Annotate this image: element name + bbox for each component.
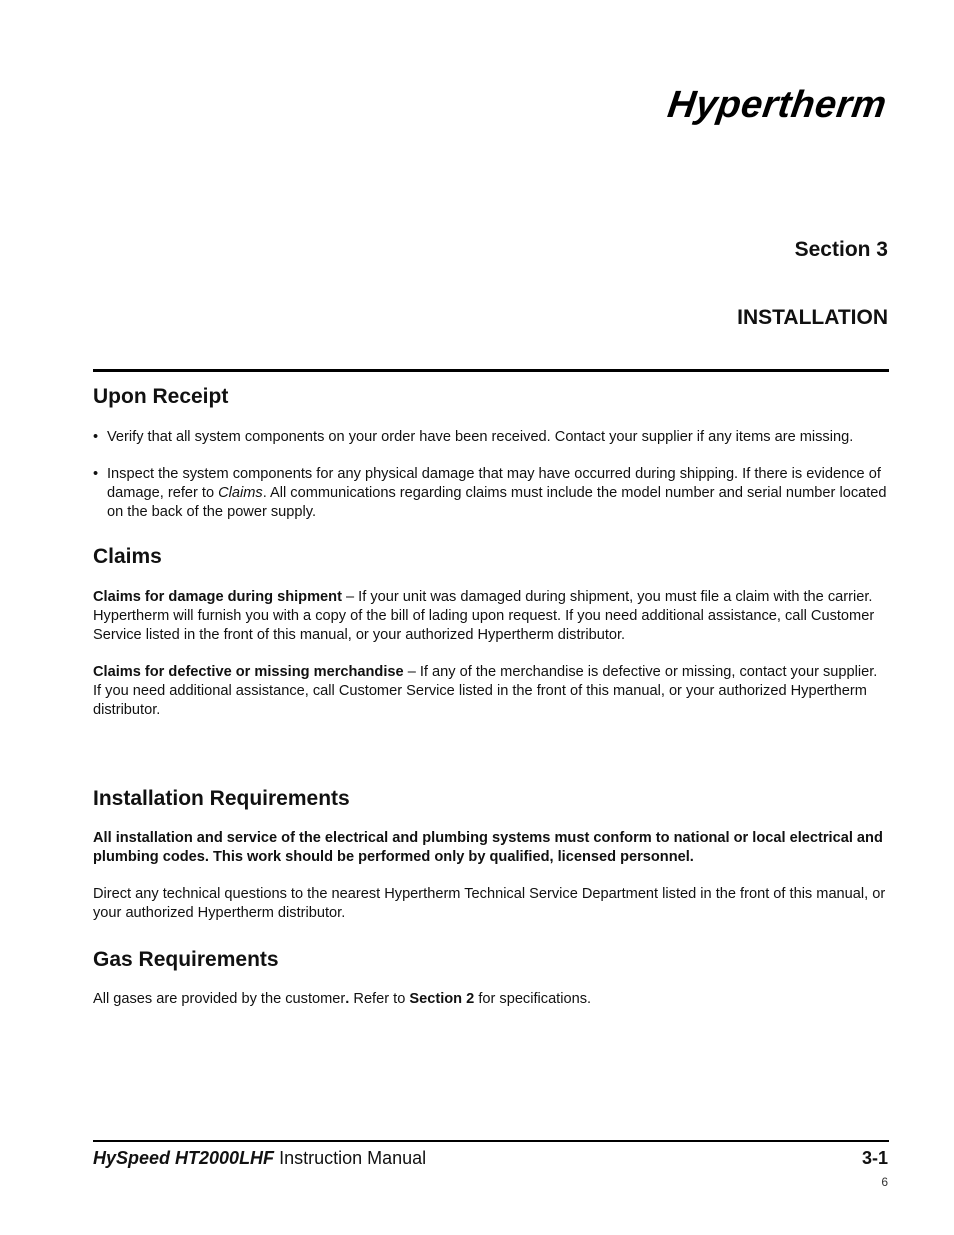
footer-manual-title: HySpeed HT2000LHF Instruction Manual xyxy=(93,1148,427,1168)
bullet-text: Verify that all system components on your order have been received. Contact your supplier if any items are missing. xyxy=(107,429,854,445)
claims-shipment-paragraph: Claims for damage during shipment – If your unit was damaged during shipment, you must file a claim with the carrier. Hypertherm will furnish you with a copy of the bill of lading upon request. If you need additional assistance, call Customer Service listed in the front of this manual, or your authorized Hypertherm distributor. xyxy=(93,589,875,643)
page-number: 3-1 xyxy=(861,1148,888,1168)
page-content xyxy=(93,383,889,1009)
section-number: Section 3 xyxy=(794,238,888,261)
section-title: INSTALLATION xyxy=(737,306,888,329)
gas-heading: Gas Requirements xyxy=(93,948,279,971)
bullet-dot: • xyxy=(93,466,99,482)
hypertherm-logo: Hypertherm xyxy=(664,84,890,126)
upon-receipt-heading: Upon Receipt xyxy=(93,385,229,408)
bullet-text: Inspect the system components for any physical damage that may have occurred during shipping. If there is evidence of damage, refer to Claims. All communications regarding claims must include the model number and serial number located on the back of the power supply. xyxy=(107,466,887,520)
claims-heading: Claims xyxy=(93,545,162,568)
installation-paragraph: Direct any technical questions to the nearest Hypertherm Technical Service Department listed in the front of this manual, or your authorized Hypertherm distributor. xyxy=(93,886,886,921)
installation-heading: Installation Requirements xyxy=(93,787,350,810)
header-divider xyxy=(93,369,889,372)
bullet-dot: • xyxy=(93,429,99,445)
installation-warning: All installation and service of the electrical and plumbing systems must conform to national or local electrical and plumbing codes. This work should be performed only by qualified, licensed personnel. xyxy=(93,830,883,865)
claims-reference: Claims xyxy=(218,485,263,501)
bullet-item xyxy=(93,465,889,522)
pdf-page-number: 6 xyxy=(881,1175,888,1189)
claims-defective-paragraph: Claims for defective or missing merchandise – If any of the merchandise is defective or missing, contact your supplier. If you need additional assistance, call Customer Service listed in the front of this manual, or your authorized Hypertherm distributor. xyxy=(93,664,878,718)
footer-divider xyxy=(93,1140,889,1142)
gas-paragraph: All gases are provided by the customer. Refer to Section 2 for specifications. xyxy=(93,991,592,1007)
bullet-item xyxy=(93,428,889,447)
